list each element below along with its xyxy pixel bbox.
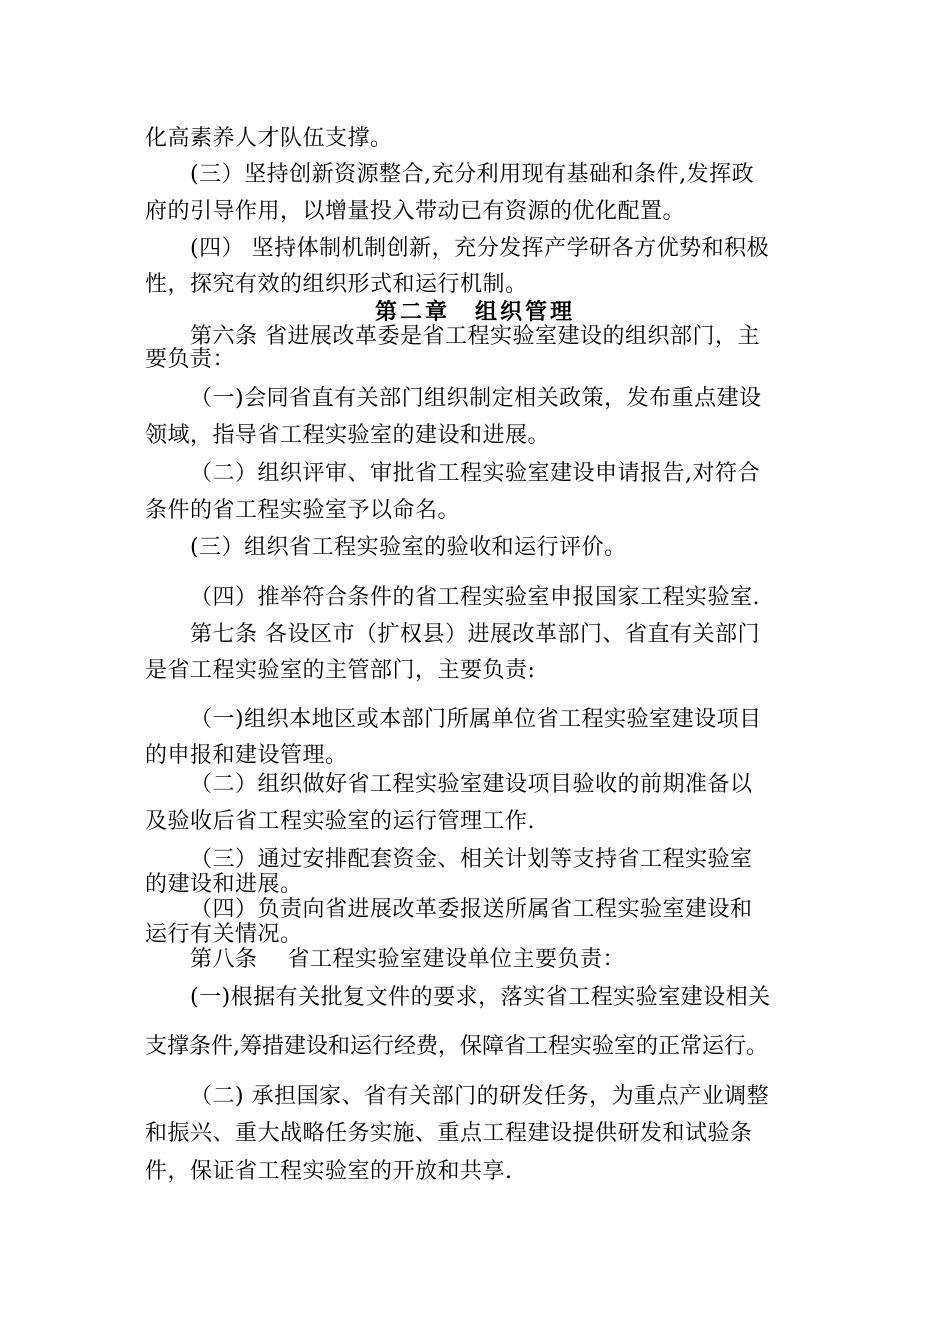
- text-line: （三）通过安排配套资金、相关计划等支持省工程实验室: [190, 847, 753, 872]
- text-line: 和振兴、重大战略任务实施、重点工程建设提供研发和试验条: [145, 1121, 753, 1146]
- text-line: (三）组织省工程实验室的验收和运行评价。: [190, 535, 627, 560]
- text-line: 第六条 省进展改革委是省工程实验室建设的组织部门，主: [190, 324, 760, 349]
- text-line: 性，探究有效的组织形式和运行机制。: [145, 272, 528, 297]
- text-line: （二) 承担国家、省有关部门的研发任务，为重点产业调整: [190, 1084, 770, 1109]
- text-line: 是省工程实验室的主管部门，主要负责:: [145, 658, 536, 683]
- text-line: （二）组织评审、审批省工程实验室建设申请报告,对符合: [190, 461, 760, 486]
- text-line: 支撑条件,筹措建设和运行经费，保障省工程实验室的正常运行。: [145, 1034, 768, 1059]
- text-line: （二）组织做好省工程实验室建设项目验收的前期准备以: [190, 772, 753, 797]
- text-line: 运行有关情况。: [145, 922, 303, 947]
- text-line: 第八条 省工程实验室建设单位主要负责：: [190, 947, 625, 972]
- text-line: (三）坚持创新资源整合,充分利用现有基础和条件,发挥政: [190, 162, 755, 187]
- text-line: 的申报和建设管理。: [145, 743, 348, 768]
- chapter-heading: 第二章 组织管理: [374, 299, 575, 325]
- text-line: 要负责：: [145, 347, 236, 372]
- text-line: 化高素养人才队伍支撑。: [145, 126, 393, 151]
- text-line: 领域，指导省工程实验室的建设和进展。: [145, 423, 551, 448]
- text-line: 第七条 各设区市（扩权县）进展改革部门、省直有关部门: [190, 622, 760, 647]
- text-line: （四）负责向省进展改革委报送所属省工程实验室建设和: [190, 897, 753, 922]
- text-line: （一)会同省直有关部门组织制定相关政策，发布重点建设: [190, 386, 762, 411]
- text-line: (四） 坚持体制机制创新，充分发挥产学研各方优势和积极: [190, 236, 770, 261]
- text-line: (一)根据有关批复文件的要求，落实省工程实验室建设相关: [190, 985, 771, 1010]
- text-line: 的建设和进展。: [145, 872, 303, 897]
- text-line: 条件的省工程实验室予以命名。: [145, 498, 461, 523]
- text-line: （一)组织本地区或本部门所属单位省工程实验室建设项目: [190, 707, 762, 732]
- text-line: 及验收后省工程实验室的运行管理工作.: [145, 809, 535, 834]
- text-line: 府的引导作用，以增量投入带动已有资源的优化配置。: [145, 199, 686, 224]
- text-line: 件，保证省工程实验室的开放和共享.: [145, 1159, 513, 1184]
- text-line: （四）推举符合条件的省工程实验室申报国家工程实验室.: [190, 585, 760, 610]
